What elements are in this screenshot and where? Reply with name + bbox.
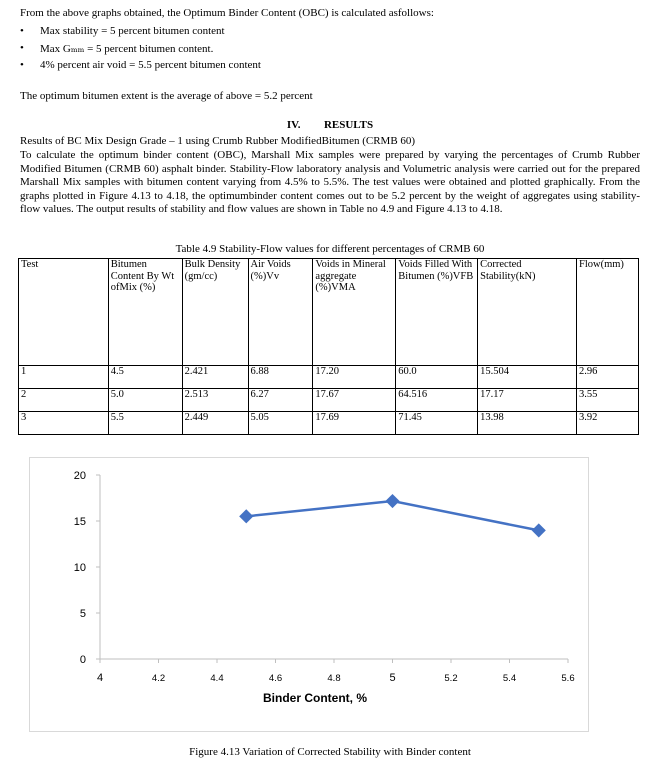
x-tick-label: 5: [389, 672, 396, 684]
table-cell: 6.27: [248, 389, 313, 412]
bullet-symbol: •: [20, 59, 24, 71]
bullet-text: Max stability = 5 percent bitumen content: [40, 25, 225, 37]
body-paragraph: To calculate the optimum binder content (OBC), Marshall Mix samples were prepared by varying the percentages of Crumb Rubber Modified Bitumen (CRMB 60) asphalt binder. Stability-Flow laboratory analysis and Volumetric analysis were carried out for the prepared Marshall Mix samples with bitumen content varying from 4.5% to 5.5%. The test values were obtained and plotted graphically. From the graphs plotted in Figure 4.13 to 4.18, the optimumbinder content comes out to be 5.2 percent by the weight of aggregates using stability-flow values. The output results of stability and flow values are shown in Table no 4.9 and Figure 4.13 to 4.18.: [20, 149, 640, 216]
table-cell: 15.504: [478, 366, 577, 389]
results-intro: Results of BC Mix Design Grade – 1 using Crumb Rubber ModifiedBitumen (CRMB 60): [20, 135, 416, 147]
table-cell: 71.45: [396, 412, 478, 435]
table-cell: 5.0: [108, 389, 182, 412]
table-cell: 2.513: [182, 389, 248, 412]
chart-series: [239, 494, 546, 537]
y-axis: [74, 470, 100, 666]
y-tick-label: 0: [79, 654, 86, 666]
y-tick-label: 10: [73, 562, 86, 574]
table-header: Bulk Density (gm/cc): [182, 259, 248, 366]
table-cell: 2.449: [182, 412, 248, 435]
x-axis: [97, 659, 575, 684]
table-cell: 5.05: [248, 412, 313, 435]
table-cell: 4.5: [108, 366, 182, 389]
y-tick-label: 5: [79, 608, 86, 620]
bullet-text: 4% percent air void = 5.5 percent bitumen content: [40, 59, 261, 71]
x-tick-label: 4.2: [151, 673, 166, 684]
figure-caption: Figure 4.13 Variation of Corrected Stability with Binder content: [189, 746, 471, 758]
table-cell: 5.5: [108, 412, 182, 435]
table-header: Test: [19, 259, 109, 366]
table-cell: 3.55: [576, 389, 638, 412]
table-cell: 3.92: [576, 412, 638, 435]
table-cell: 64.516: [396, 389, 478, 412]
table-header: Air Voids (%)Vv: [248, 259, 313, 366]
x-tick-label: 5.6: [561, 673, 575, 684]
table-cell: 1: [19, 366, 109, 389]
table-caption: Table 4.9 Stability-Flow values for different percentages of CRMB 60: [175, 243, 485, 255]
data-point-marker: [385, 494, 399, 508]
table-cell: 2.421: [182, 366, 248, 389]
table-header: Voids Filled With Bitumen (%)VFB: [396, 259, 478, 366]
table-cell: 2: [19, 389, 109, 412]
table-cell: 3: [19, 412, 109, 435]
y-tick-label: 15: [73, 516, 86, 528]
table-cell: 60.0: [396, 366, 478, 389]
table-cell: 17.17: [478, 389, 577, 412]
intro-text: From the above graphs obtained, the Optimum Binder Content (OBC) is calculated asfollows:: [20, 7, 434, 19]
x-tick-label: 4: [96, 672, 104, 684]
table-header: Bitumen Content By Wt ofMix (%): [108, 259, 182, 366]
table-cell: 17.69: [313, 412, 396, 435]
section-title: RESULTS: [323, 119, 374, 131]
x-tick-label: 4.8: [327, 673, 341, 684]
table-cell: 17.20: [313, 366, 396, 389]
bullet-symbol: •: [20, 25, 24, 37]
bullet-symbol: •: [20, 42, 24, 54]
table-cell: 13.98: [478, 412, 577, 435]
table-header: Voids in Mineral aggregate (%)VMA: [313, 259, 396, 366]
data-point-marker: [239, 509, 253, 523]
x-tick-label: 4.4: [210, 673, 224, 684]
table-cell: 6.88: [248, 366, 313, 389]
x-axis-label: Binder Content, %: [263, 691, 367, 705]
data-point-marker: [532, 523, 546, 537]
table-cell: 2.96: [576, 366, 638, 389]
table-cell: 17.67: [313, 389, 396, 412]
obc-sentence: The optimum bitumen extent is the average of above = 5.2 percent: [20, 90, 313, 102]
y-tick-label: 20: [73, 470, 86, 482]
x-tick-label: 5.4: [502, 673, 517, 684]
bullet-text: Max Gₘₘ = 5 percent bitumen content.: [40, 43, 214, 55]
table-header: Corrected Stability(kN): [478, 259, 577, 366]
x-tick-label: 4.6: [268, 673, 283, 684]
x-tick-label: 5.2: [444, 673, 458, 684]
table-header: Flow(mm): [576, 259, 638, 366]
section-number: IV.: [286, 119, 301, 131]
